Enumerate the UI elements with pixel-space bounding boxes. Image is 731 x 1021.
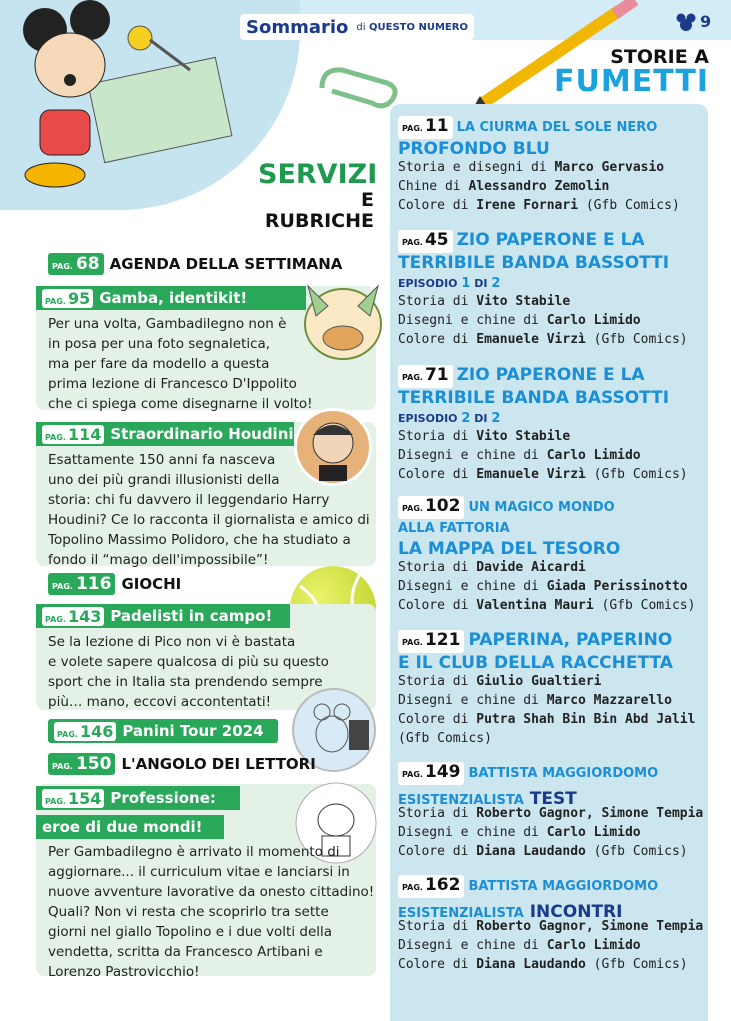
pag-label: PAG.: [402, 238, 423, 247]
credit-line: Storia di Roberto Gagnor, Simone Tempia: [398, 806, 704, 821]
credit-line: Disegni e chine di Marco Mazzarello: [398, 693, 672, 708]
story-label-line1: BATTISTA MAGGIORDOMO: [468, 879, 659, 894]
story-label-line2: ALLA FATTORIA: [398, 521, 510, 536]
pag-label: PAG.: [52, 262, 73, 271]
story-credits: [398, 917, 703, 974]
text-line: giorni nel giallo Topolino e i due volti della: [48, 924, 333, 940]
story-credits: [398, 427, 688, 484]
text-line: Per una volta, Gambadilegno non è: [48, 316, 287, 332]
story-credits: [398, 158, 680, 215]
storie-line2: FUMETTI: [554, 64, 709, 99]
houdini-title-bar[interactable]: [36, 422, 294, 446]
header-subtitle-di: di: [356, 21, 366, 33]
page-number: 95: [67, 288, 91, 308]
houdini-text: [48, 450, 370, 570]
page-number: 116: [75, 574, 112, 594]
padel-text: [48, 632, 329, 712]
text-line: in posa per una foto segnaletica,: [48, 336, 271, 352]
text-line: ma per fare da modello a questa: [48, 356, 270, 372]
story-page-badge: [398, 365, 453, 388]
text-line: e volete sapere qualcosa di più su questo: [48, 654, 329, 670]
page-number: 68: [75, 254, 100, 274]
pag-label: PAG.: [402, 883, 423, 892]
text-line: Quali? Non vi resta che scoprirlo tra sette: [48, 904, 329, 920]
lettori-page-badge: [48, 753, 115, 775]
lettori-title: L'ANGOLO DEI LETTORI: [121, 755, 316, 773]
text-line: Per Gambadilegno è arrivato il momento di: [48, 844, 340, 860]
header-subtitle-text: QUESTO NUMERO: [369, 21, 468, 33]
padel-title: Padelisti in campo!: [110, 607, 273, 625]
pag-label: PAG.: [57, 729, 78, 739]
credit-line: Colore di Diana Laudando (Gfb Comics): [398, 844, 688, 859]
story-label-line2: ESISTENZIALISTA: [398, 793, 524, 808]
credit-line: Disegni e chine di Carlo Limido: [398, 938, 641, 953]
text-line: Lorenzo Pastrovicchio!: [48, 964, 200, 980]
story-71[interactable]: [398, 365, 669, 408]
story-credits: [398, 804, 703, 861]
gamba-title-bar[interactable]: [36, 286, 306, 310]
page-number: [676, 12, 711, 31]
agenda-title: AGENDA DELLA SETTIMANA: [109, 255, 343, 273]
page-number: 102: [424, 496, 461, 516]
text-line: nuove avventure lavorative da onesto cittadino!: [48, 884, 375, 900]
credit-line: Disegni e chine di Giada Perissinotto: [398, 579, 688, 594]
story-title-line2: TERRIBILE BANDA BASSOTTI: [398, 388, 670, 408]
page-number: 149: [424, 762, 461, 782]
text-line: fondo il “mago dell'impossibile”!: [48, 552, 269, 568]
story-label: LA CIURMA DEL SOLE NERO: [456, 120, 658, 135]
professione-title-bar[interactable]: [36, 786, 240, 810]
giochi-title: GIOCHI: [121, 575, 182, 593]
credit-line: Storia di Vito Stabile: [398, 294, 571, 309]
story-title-line1: PAPERINA, PAPERINO: [468, 630, 673, 650]
story-45[interactable]: [398, 230, 669, 273]
servizi-line2: E RUBRICHE: [264, 188, 374, 232]
professione-title-line2: eroe di due mondi!: [42, 818, 203, 836]
agenda-entry[interactable]: [48, 253, 342, 275]
gamba-page-badge: [42, 289, 93, 308]
page-number: 71: [424, 365, 449, 385]
story-label-line1: UN MAGICO MONDO: [468, 500, 615, 515]
padel-title-bar[interactable]: [36, 604, 290, 628]
credit-line: (Gfb Comics): [398, 731, 492, 746]
pag-label: PAG.: [402, 638, 423, 647]
story-page-badge: [398, 630, 464, 653]
servizi-line1: SERVIZI: [258, 159, 378, 190]
page-number: 146: [79, 721, 114, 741]
professione-text: [48, 842, 374, 982]
story-page-badge: [398, 116, 453, 139]
credit-line: Storia di Giulio Gualtieri: [398, 674, 602, 689]
padel-page-badge: [42, 607, 104, 626]
page-number-value: 9: [700, 12, 712, 31]
story-page-badge: [398, 762, 464, 785]
text-line: più… mano, eccovi accontentati!: [48, 694, 272, 710]
credit-line: Storia di Vito Stabile: [398, 429, 571, 444]
page-number: 121: [424, 630, 461, 650]
credit-line: Disegni e chine di Carlo Limido: [398, 825, 641, 840]
gamba-title: Gamba, identikit!: [99, 289, 248, 307]
story-label-line2: ESISTENZIALISTA: [398, 906, 524, 921]
header-title: [240, 14, 474, 40]
pag-label: PAG.: [52, 762, 73, 771]
credit-line: Colore di Emanuele Virzì (Gfb Comics): [398, 467, 688, 482]
professione-title-line1: Professione:: [110, 789, 216, 807]
page-number: 11: [424, 116, 449, 136]
text-line: Houdini? Ce lo racconta il giornalista e amico di: [48, 512, 370, 528]
giochi-page-badge: [48, 573, 115, 595]
story-title-line1: ZIO PAPERONE E LA: [456, 230, 645, 250]
pag-label: PAG.: [402, 373, 423, 382]
story-title: LA MAPPA DEL TESORO: [398, 539, 621, 559]
story-title: PROFONDO BLU: [398, 139, 550, 159]
page-number: 150: [75, 754, 112, 774]
servizi-heading: [258, 159, 378, 232]
credit-line: Storia di Davide Aicardi: [398, 560, 586, 575]
pag-label: PAG.: [402, 770, 423, 779]
text-line: vendetta, scritta da Francesco Artibani e: [48, 944, 323, 960]
text-line: che ci spiega come disegnarne il volto!: [48, 396, 313, 412]
page-number: 114: [67, 424, 102, 444]
text-line: storia: chi fu davvero il leggendario Harry: [48, 492, 330, 508]
page-number: 45: [424, 230, 449, 250]
text-line: sport che in Italia sta prendendo sempre: [48, 674, 323, 690]
story-credits: [398, 292, 688, 349]
story-credits: [398, 558, 695, 615]
story-title: TEST: [529, 789, 577, 809]
storie-heading: [554, 48, 709, 97]
credit-line: Colore di Irene Fornari (Gfb Comics): [398, 198, 680, 213]
story-page-badge: [398, 230, 453, 253]
text-line: prima lezione di Francesco D'Ippolito: [48, 376, 297, 392]
text-line: uno dei più grandi illusionisti della: [48, 472, 280, 488]
story-title-line2: TERRIBILE BANDA BASSOTTI: [398, 253, 670, 273]
page-number: 143: [67, 606, 102, 626]
houdini-page-badge: [42, 425, 104, 444]
text-line: Esattamente 150 anni fa nasceva: [48, 452, 276, 468]
agenda-page-badge: [48, 253, 104, 275]
pag-label: PAG.: [45, 614, 66, 624]
credit-line: Storia di Roberto Gagnor, Simone Tempia: [398, 919, 704, 934]
episode-label: EPISODIO 2 DI 2: [398, 411, 501, 426]
header-subtitle: [356, 22, 468, 33]
credit-line: Disegni e chine di Carlo Limido: [398, 448, 641, 463]
professione-title-bar-2[interactable]: [36, 815, 224, 839]
pag-label: PAG.: [52, 582, 73, 591]
pag-label: PAG.: [45, 432, 66, 442]
episode-label: EPISODIO 1 DI 2: [398, 276, 501, 291]
pag-label: PAG.: [45, 296, 66, 306]
panini-title: Panini Tour 2024: [122, 722, 264, 740]
page-number: 154: [67, 788, 102, 808]
story-11[interactable]: [398, 116, 657, 159]
story-page-badge: [398, 496, 464, 519]
text-line: Topolino Massimo Polidoro, che ha studiato a: [48, 532, 351, 548]
page-number: 162: [424, 875, 461, 895]
text-line: aggiornare... il curriculum vitae e lanciarsi in: [48, 864, 350, 880]
panini-title-bar[interactable]: [48, 719, 278, 743]
professione-page-badge: [42, 789, 104, 808]
mickey-ears-icon: [676, 13, 696, 31]
header-title-main: Sommario: [246, 16, 349, 38]
story-page-badge: [398, 875, 464, 898]
gamba-text: [48, 314, 313, 414]
credit-line: Storia e disegni di Marco Gervasio: [398, 160, 665, 175]
story-title-line2: E IL CLUB DELLA RACCHETTA: [398, 653, 673, 673]
story-credits: [398, 672, 695, 748]
credit-line: Chine di Alessandro Zemolin: [398, 179, 610, 194]
credit-line: Colore di Emanuele Virzì (Gfb Comics): [398, 332, 688, 347]
pag-label: PAG.: [402, 504, 423, 513]
giochi-entry[interactable]: [48, 573, 181, 595]
credit-line: Disegni e chine di Carlo Limido: [398, 313, 641, 328]
mickey-drawing-illustration: [0, 0, 250, 200]
story-title-line1: ZIO PAPERONE E LA: [456, 365, 645, 385]
houdini-title: Straordinario Houdini: [110, 425, 294, 443]
pag-label: PAG.: [45, 796, 66, 806]
paperclip-icon: [312, 58, 402, 118]
credit-line: Colore di Putra Shah Bin Bin Abd Jalil: [398, 712, 696, 727]
gambadilegno-sketch-illustration: [298, 276, 388, 366]
story-121[interactable]: [398, 630, 673, 673]
story-title: INCONTRI: [529, 902, 623, 922]
lettori-entry[interactable]: [48, 753, 316, 775]
storie-line1: STORIE A: [610, 46, 709, 68]
story-label-line1: BATTISTA MAGGIORDOMO: [468, 766, 659, 781]
panini-page-badge: [54, 722, 116, 741]
story-102[interactable]: [398, 496, 620, 559]
credit-line: Colore di Valentina Mauri (Gfb Comics): [398, 598, 696, 613]
pag-label: PAG.: [402, 124, 423, 133]
credit-line: Colore di Diana Laudando (Gfb Comics): [398, 957, 688, 972]
text-line: Se la lezione di Pico non vi è bastata: [48, 634, 296, 650]
